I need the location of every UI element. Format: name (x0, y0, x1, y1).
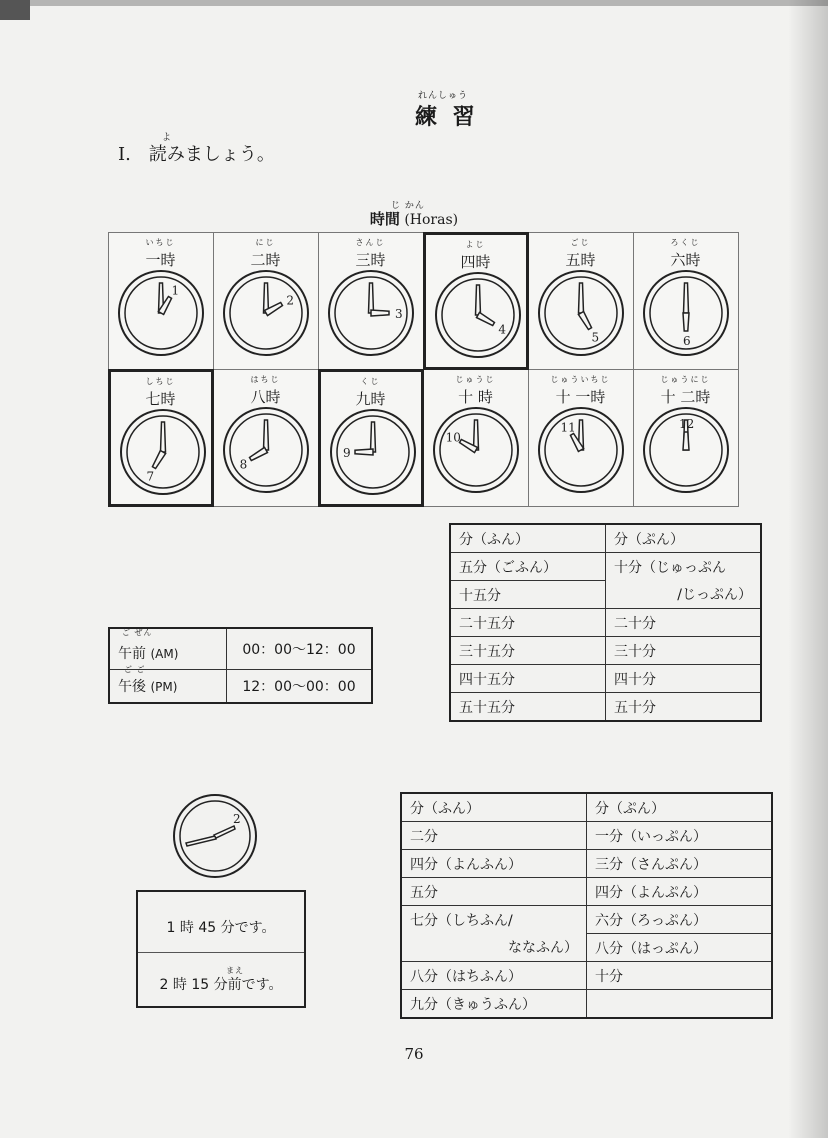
page-top-edge (0, 0, 828, 6)
clock-cell (528, 369, 634, 507)
clock-icon (119, 408, 207, 496)
clock-label: 四時 (460, 252, 491, 271)
example-box (136, 890, 306, 1008)
table-cell: 五分 (401, 878, 587, 906)
minute-hand (370, 422, 375, 452)
clock-label: 十 二時 (660, 387, 711, 406)
table-cell: 三十分 (606, 637, 762, 665)
fun2-table (400, 792, 773, 1019)
table-cell: 一分（いっぷん） (587, 822, 773, 850)
clock-ruby: ろくじ (670, 237, 701, 247)
clock-cell (318, 369, 424, 507)
clock-number: 7 (146, 468, 154, 483)
table-cell: 七分（しちふん/ (401, 906, 587, 934)
table-cell: 三分（さんぷん） (587, 850, 773, 878)
clock-icon (537, 406, 625, 494)
table-row (450, 581, 761, 609)
table-cell: 五十五分 (450, 693, 606, 722)
clock-icon (642, 269, 730, 357)
clock-icon (642, 406, 730, 494)
table-cell: 五十分 (606, 693, 762, 722)
clock-ruby: よじ (465, 239, 486, 249)
table-row (401, 962, 772, 990)
clock-grid (108, 232, 738, 506)
clock-label: 九時 (355, 389, 386, 408)
pm-range: 12：00〜00：00 (227, 670, 373, 704)
clock-cell (213, 369, 319, 507)
table-row (401, 878, 772, 906)
clock-label: 一時 (145, 250, 176, 269)
minute-hand (475, 285, 480, 315)
table-row (109, 628, 372, 670)
clock-label: 八時 (250, 387, 281, 406)
table-cell: 四十分 (606, 665, 762, 693)
fun-table (449, 523, 762, 722)
page-binding-shadow (788, 0, 828, 1138)
table-cell: 二十五分 (450, 609, 606, 637)
table-row (401, 793, 772, 822)
table-cell: 九分（きゅうふん） (401, 990, 587, 1019)
clock-number: 11 (560, 420, 576, 435)
am-label: 午前 (118, 646, 146, 662)
minute-hand (368, 283, 373, 313)
table-cell: 十分（じゅっぷん (606, 553, 762, 581)
minute-hand (263, 420, 268, 450)
pm-ruby: ご ご (124, 665, 146, 674)
clock-icon (117, 269, 205, 357)
clock-caption-ruby: じ かん (391, 201, 425, 211)
table-cell: 四分（よんふん） (401, 850, 587, 878)
clock-number: 5 (591, 329, 599, 344)
clock-label: 六時 (670, 250, 701, 269)
table-cell: 十分 (587, 962, 773, 990)
ampm-table (108, 627, 373, 704)
pm-label: 午後 (118, 679, 146, 695)
page-number: 76 (404, 1045, 424, 1063)
hour-hand (371, 310, 389, 316)
table-cell: 六分（ろっぷん） (587, 906, 773, 934)
table-row (450, 693, 761, 722)
clock-ruby: じゅうにじ (660, 374, 711, 384)
clock-ruby: いちじ (145, 237, 176, 247)
clock-ruby: じゅうじ (455, 374, 496, 384)
title-ruby: れんしゅう (418, 91, 469, 101)
clock-label: 二時 (250, 250, 281, 269)
hour-hand (249, 447, 267, 460)
table-cell: 三十五分 (450, 637, 606, 665)
clock-ruby: ごじ (570, 237, 591, 247)
table-cell: 二十分 (606, 609, 762, 637)
table-row (401, 990, 772, 1019)
table-cell: 二分 (401, 822, 587, 850)
hour-hand (152, 450, 165, 468)
clock-caption-main: 時間 (369, 210, 400, 228)
clock-number: 6 (682, 333, 691, 348)
hour-hand (476, 312, 494, 325)
example-line-2: 2 時 15 分前です。 (159, 977, 283, 993)
table-cell: 十五分 (450, 581, 606, 609)
example-line-1: 1 時 45 分です。 (166, 920, 276, 936)
clock-number: 9 (342, 445, 351, 460)
clock-caption (0, 208, 828, 229)
section-ruby: よ (162, 133, 173, 143)
clock-number: 10 (445, 430, 461, 444)
clock-number: 2 (285, 293, 294, 307)
table-row (401, 934, 772, 962)
clock-ruby: くじ (360, 376, 381, 386)
clock-number: 1 (171, 283, 179, 298)
clock-cell (318, 232, 424, 370)
table-row (450, 553, 761, 581)
table-row (401, 906, 772, 934)
clock-icon (434, 271, 522, 359)
table-row (450, 665, 761, 693)
clock-icon (222, 269, 310, 357)
small-clock-number: 2 (233, 812, 241, 826)
example-ruby: まえ (226, 966, 244, 975)
table-cell: 八分（はちふん） (401, 962, 587, 990)
clock-label: 七時 (145, 389, 176, 408)
hour-hand (683, 432, 689, 450)
clock-number: 12 (678, 416, 694, 431)
hour-hand (683, 313, 689, 331)
clock-number: 8 (239, 457, 247, 471)
clock-cell (213, 232, 319, 370)
clock-label: 十 一時 (555, 387, 606, 406)
table-cell: 五分（ごふん） (450, 553, 606, 581)
clock-cell (108, 232, 214, 370)
clock-ruby: にじ (255, 237, 276, 247)
table-row (450, 524, 761, 553)
table-row (450, 637, 761, 665)
table-cell: 四十五分 (450, 665, 606, 693)
clock-cell (423, 369, 529, 507)
table-row (450, 609, 761, 637)
clock-ruby: じゅういちじ (550, 374, 611, 384)
minute-hand (683, 283, 688, 313)
am-ruby: ご ぜん (122, 628, 153, 637)
clock-ruby: しちじ (145, 376, 176, 386)
table-header: 分（ふん） (401, 793, 587, 822)
example-divider (138, 952, 304, 953)
clock-icon (432, 406, 520, 494)
clock-ruby: さんじ (355, 237, 386, 247)
clock-ruby: はちじ (250, 374, 281, 384)
am-range: 00：00〜12：00 (227, 628, 373, 670)
table-cell: 四分（よんぷん） (587, 878, 773, 906)
clock-icon (222, 406, 310, 494)
clock-icon (172, 793, 258, 879)
table-row (401, 850, 772, 878)
page-title: 練 習 (415, 104, 479, 130)
table-cell: ななふん） (401, 934, 587, 962)
clock-icon (327, 269, 415, 357)
table-header: 分（ぷん） (606, 524, 762, 553)
clock-cell (423, 232, 529, 370)
clock-caption-sub: (Horas) (404, 212, 459, 228)
clock-cell (633, 232, 739, 370)
clock-icon (329, 408, 417, 496)
page-corner (0, 0, 30, 20)
minute-hand (578, 283, 583, 313)
clock-number: 3 (394, 306, 403, 321)
clock-label: 三時 (355, 250, 386, 269)
table-header: 分（ぷん） (587, 793, 773, 822)
hour-hand (578, 311, 591, 329)
am-sub: (AM) (150, 647, 179, 661)
clock-label: 五時 (565, 250, 596, 269)
table-cell (587, 990, 773, 1019)
table-cell: /じっぷん） (606, 581, 762, 609)
table-row (401, 822, 772, 850)
table-header: 分（ふん） (450, 524, 606, 553)
clock-cell (528, 232, 634, 370)
table-cell: 八分（はっぷん） (587, 934, 773, 962)
table-row (109, 670, 372, 704)
clock-icon (537, 269, 625, 357)
section-heading: I. 読みましょう。 (118, 144, 275, 165)
minute-hand (160, 422, 165, 452)
pm-sub: (PM) (150, 680, 178, 694)
clock-label: 十 時 (458, 387, 493, 406)
hour-hand (355, 449, 373, 455)
clock-cell (633, 369, 739, 507)
clock-cell (108, 369, 214, 507)
clock-number: 4 (497, 322, 506, 336)
